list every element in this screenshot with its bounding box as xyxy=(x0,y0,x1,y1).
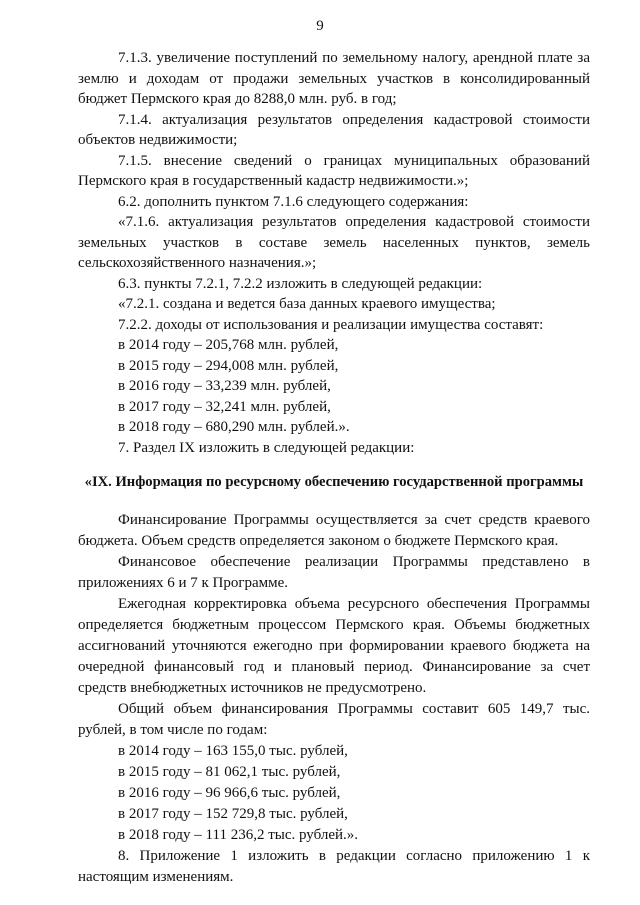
paragraph: Финансирование Программы осуществляется за счет средств краевого бюджета. Объем средств определяется законом о бюджете Пермского края. xyxy=(78,512,590,549)
paragraph: в 2015 году – 81 062,1 тыс. рублей, xyxy=(118,764,341,780)
paragraph: Финансовое обеспечение реализации Программы представлено в приложениях 6 и 7 к Программе. xyxy=(78,554,590,591)
paragraphs-before xyxy=(78,48,590,458)
paragraph: в 2017 году – 32,241 млн. рублей, xyxy=(118,398,331,415)
paragraph: в 2018 году – 111 236,2 тыс. рублей.». xyxy=(118,827,359,843)
paragraphs-after xyxy=(78,510,590,888)
paragraph: в 2014 году – 163 155,0 тыс. рублей, xyxy=(118,743,348,759)
paragraph: в 2018 году – 680,290 млн. рублей.». xyxy=(118,419,350,435)
paragraph: в 2014 году – 205,768 млн. рублей, xyxy=(118,337,339,353)
paragraph: «7.2.1. создана и ведется база данных краевого имущества; xyxy=(118,296,496,312)
paragraph: в 2015 году – 294,008 млн. рублей, xyxy=(118,357,339,374)
document-body xyxy=(78,48,590,888)
paragraph: 6.2. дополнить пунктом 7.1.6 следующего содержания: xyxy=(118,193,469,210)
page-number: 9 xyxy=(316,18,324,34)
paragraph: 7.1.5. внесение сведений о границах муниципальных образований Пермского края в государственный кадастр недвижимости.»; xyxy=(78,152,590,189)
paragraph: Общий объем финансирования Программы составит 605 149,7 тыс. рублей, в том числе по годам: xyxy=(78,701,590,738)
paragraph: 7.2.2. доходы от использования и реализации имущества составят: xyxy=(118,316,544,333)
paragraph: 7. Раздел IX изложить в следующей редакции: xyxy=(118,439,415,456)
paragraph: в 2016 году – 33,239 млн. рублей, xyxy=(118,378,331,394)
paragraph: в 2016 году – 96 966,6 тыс. рублей, xyxy=(118,785,341,801)
paragraph: 7.1.3. увеличение поступлений по земельному налогу, арендной плате за землю и доходам от продажи земельных участков в консолидированный бюджет Пермского края до 8288,0 млн. руб. в год; xyxy=(78,50,590,107)
section-heading: «IX. Информация по ресурсному обеспечению государственной программы xyxy=(84,474,584,490)
paragraph: 8. Приложение 1 изложить в редакции согласно приложению 1 к настоящим изменениям. xyxy=(78,848,590,885)
paragraph: Ежегодная корректировка объема ресурсного обеспечения Программы определяется бюджетным процессом Пермского края. Объемы бюджетных ассигнований уточняются ежегодно при формировании краевого бюджета на очередной финансовый год и плановый период. Финансирование за счет средств внебюджетных источников не предусмотрено. xyxy=(78,596,590,696)
paragraph: 6.3. пункты 7.2.1, 7.2.2 изложить в следующей редакции: xyxy=(118,275,483,292)
paragraph: в 2017 году – 152 729,8 тыс. рублей, xyxy=(118,806,348,822)
paragraph: 7.1.4. актуализация результатов определения кадастровой стоимости объектов недвижимости; xyxy=(78,111,590,148)
paragraph: «7.1.6. актуализация результатов определения кадастровой стоимости земельных участков в составе земель населенных пунктов, земель сельскохозяйственного назначения.»; xyxy=(78,214,590,271)
